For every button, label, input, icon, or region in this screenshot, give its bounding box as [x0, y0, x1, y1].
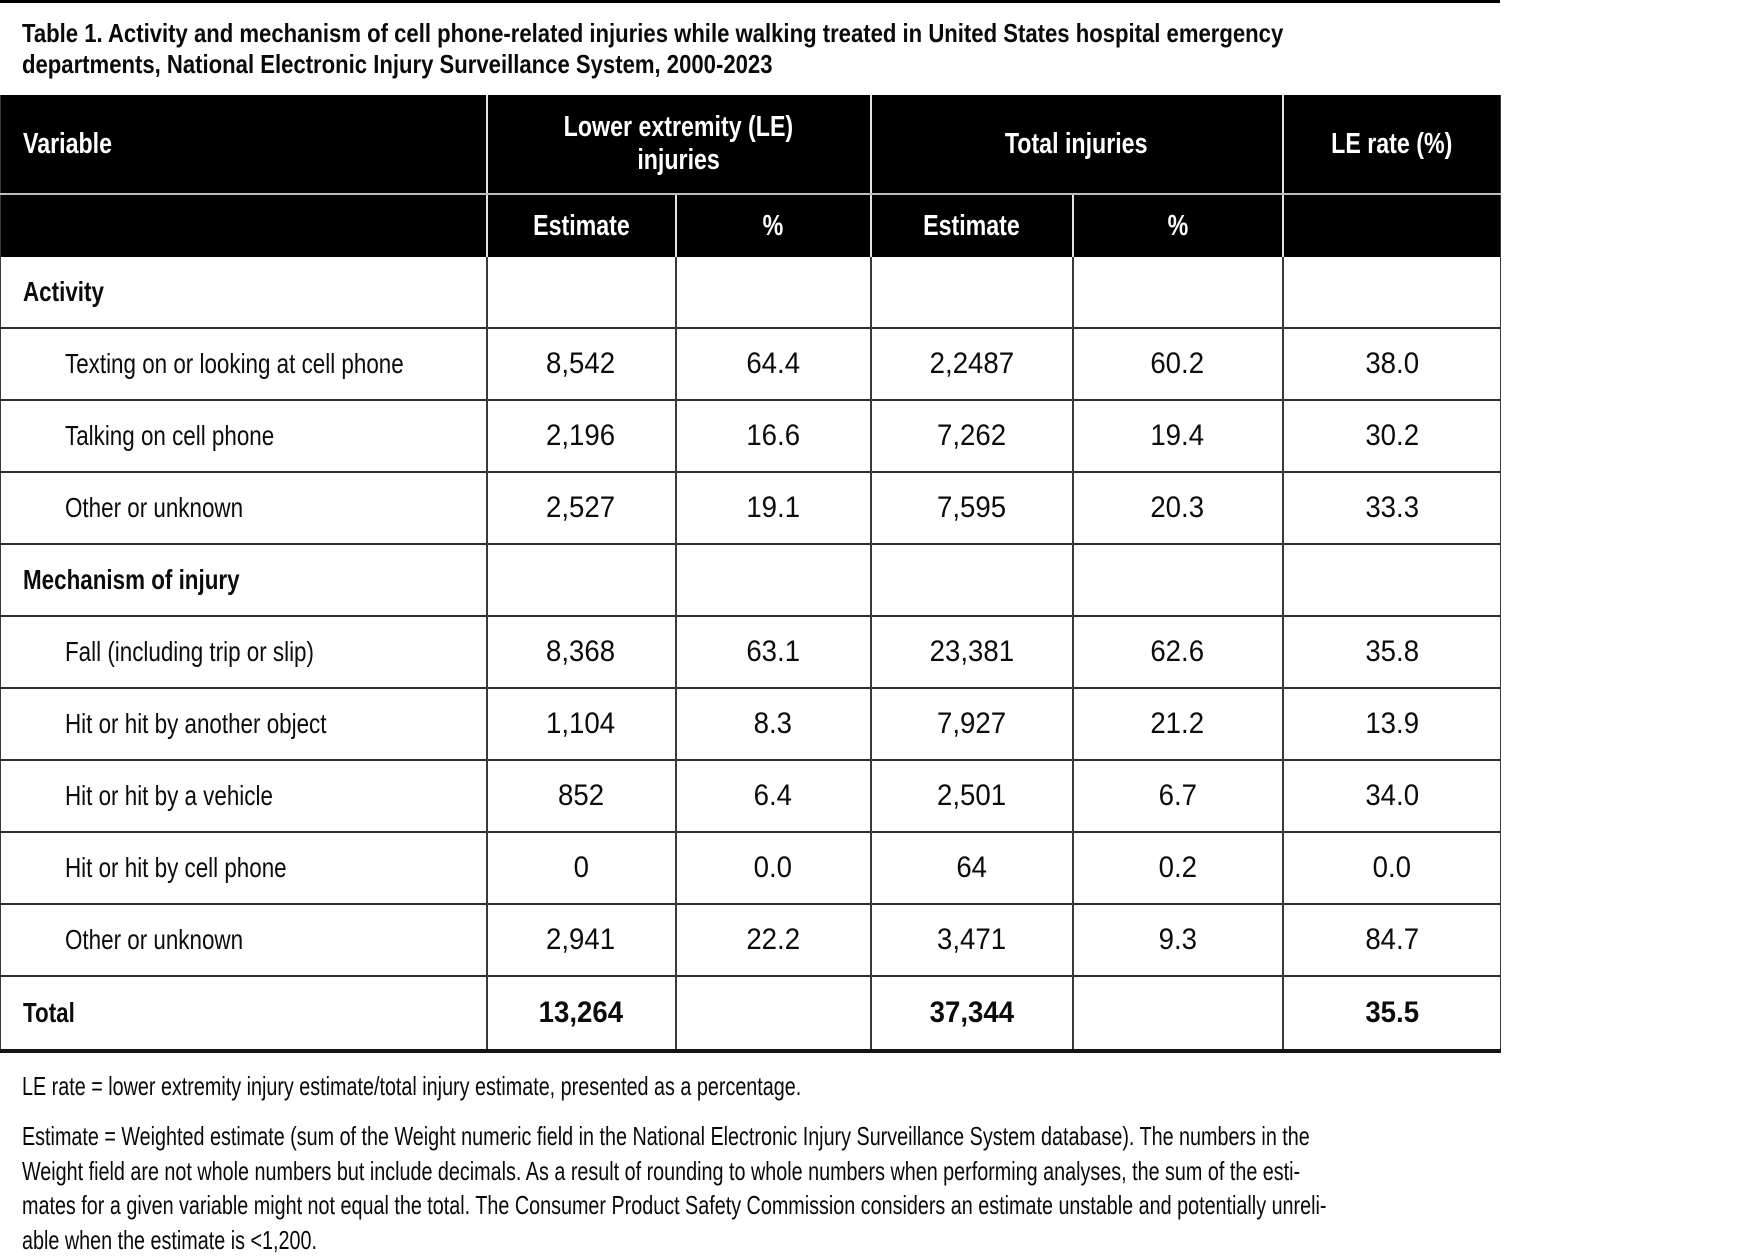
le-rate-value: 35.8: [1364, 635, 1419, 668]
row-label: Other or unknown: [65, 924, 244, 955]
le-estimate-value: 2,941: [546, 923, 616, 956]
le-rate-value: 0.0: [1372, 851, 1411, 884]
le-estimate-value: 8,542: [546, 347, 616, 380]
table-row-talking: [1, 400, 1501, 472]
le-estimate-value: 1,104: [546, 707, 616, 740]
injury-data-table: [0, 95, 1501, 1053]
le-rate-value: 13.9: [1364, 707, 1419, 740]
total-estimate-value: 2,2487: [929, 347, 1014, 380]
table-row-hit-vehicle: [1, 760, 1501, 832]
col-header-le-rate: LE rate (%): [1283, 95, 1501, 194]
total-percent-value: 62.6: [1150, 635, 1205, 668]
total-estimate-total: 37,344: [929, 996, 1014, 1029]
subheader-blank-variable: [1, 194, 487, 257]
le-estimate-value: 8,368: [546, 635, 616, 668]
table-header: [1, 95, 1501, 257]
subheader-blank-le-rate: [1283, 194, 1501, 257]
row-label: Hit or hit by another object: [65, 708, 327, 739]
total-estimate-value: 64: [956, 851, 987, 884]
le-rate-value: 33.3: [1364, 491, 1419, 524]
le-estimate-value: 852: [557, 779, 605, 812]
subheader-total-estimate: Estimate: [871, 194, 1073, 257]
table-title-line1: Table 1. Activity and mechanism of cell phone-related injuries while walking treated in United States hospital emergency: [22, 18, 1284, 48]
section-label: Activity: [23, 276, 104, 307]
col-header-le-injuries: Lower extremity (LE) injuries: [487, 95, 871, 194]
table-row-total: [1, 976, 1501, 1051]
header-row-groups: [1, 95, 1501, 194]
col-header-total-injuries: Total injuries: [871, 95, 1283, 194]
le-percent-value: 64.4: [746, 347, 800, 380]
section-label: Mechanism of injury: [23, 564, 240, 595]
subheader-total-percent: %: [1073, 194, 1283, 257]
le-estimate-value: 2,527: [546, 491, 616, 524]
table-row-hit-cellphone: [1, 832, 1501, 904]
table-title-line2: departments, National Electronic Injury Surveillance System, 2000-2023: [22, 49, 773, 79]
le-rate-value: 84.7: [1364, 923, 1419, 956]
row-label: Hit or hit by a vehicle: [65, 780, 273, 811]
table-title: [0, 3, 1500, 95]
table-row-hit-object: [1, 688, 1501, 760]
row-label: Fall (including trip or slip): [65, 636, 314, 667]
le-percent-value: 63.1: [746, 635, 800, 668]
le-estimate-value: 0: [573, 851, 589, 884]
total-percent-value: 0.2: [1158, 851, 1197, 884]
le-percent-value: 8.3: [753, 707, 793, 740]
total-estimate-value: 3,471: [936, 923, 1007, 956]
total-estimate-value: 2,501: [936, 779, 1007, 812]
total-percent-value: 6.7: [1158, 779, 1197, 812]
le-percent-value: 19.1: [746, 491, 800, 524]
subheader-le-percent: %: [676, 194, 871, 257]
row-label: Talking on cell phone: [65, 420, 275, 451]
footnote-le-rate: LE rate = lower extremity injury estimate/total injury estimate, presented as a percentage.: [22, 1071, 802, 1101]
section-row-activity: [1, 257, 1501, 328]
le-rate-value: 30.2: [1364, 419, 1419, 452]
footnote-estimate: Estimate = Weighted estimate (sum of the Weight numeric field in the National Electronic Injury Surveillance System database). The numbers in the Weight field are not whole numbers but include decimals. As a result of rounding to whole numbers when performing analyses, the sum of the esti- mates for a given variable might not equal the total. The Consumer Product Safety Commission considers an estimate unstable and potentially unreli- able when the estimate is <1,200.: [22, 1121, 1327, 1255]
subheader-le-estimate: Estimate: [487, 194, 676, 257]
row-label: Texting on or looking at cell phone: [65, 348, 404, 379]
total-estimate-value: 7,262: [936, 419, 1007, 452]
section-row-mechanism: [1, 544, 1501, 616]
table-row-fall: [1, 616, 1501, 688]
le-rate-total: 35.5: [1364, 996, 1419, 1029]
table-body: [1, 257, 1501, 1051]
total-percent-value: 19.4: [1150, 419, 1205, 452]
table-row-other-activity: [1, 472, 1501, 544]
footnotes: [0, 1053, 1500, 1257]
total-percent-value: 60.2: [1150, 347, 1205, 380]
total-percent-value: 9.3: [1158, 923, 1197, 956]
row-label: Other or unknown: [65, 492, 244, 523]
total-estimate-value: 7,595: [936, 491, 1007, 524]
total-percent-value: 20.3: [1150, 491, 1205, 524]
col-header-variable: Variable: [1, 95, 487, 194]
le-rate-value: 34.0: [1364, 779, 1419, 812]
le-percent-value: 22.2: [746, 923, 800, 956]
le-percent-value: 16.6: [746, 419, 800, 452]
total-percent-value: 21.2: [1150, 707, 1205, 740]
total-estimate-value: 7,927: [936, 707, 1007, 740]
le-estimate-total: 13,264: [538, 996, 624, 1029]
le-percent-value: 0.0: [753, 851, 793, 884]
le-percent-value: 6.4: [753, 779, 793, 812]
row-label: Hit or hit by cell phone: [65, 852, 287, 883]
table-row-other-mechanism: [1, 904, 1501, 976]
header-row-subcolumns: [1, 194, 1501, 257]
total-label: Total: [23, 997, 75, 1028]
le-estimate-value: 2,196: [546, 419, 616, 452]
total-estimate-value: 23,381: [929, 635, 1014, 668]
table-row-texting: [1, 328, 1501, 400]
le-rate-value: 38.0: [1364, 347, 1419, 380]
